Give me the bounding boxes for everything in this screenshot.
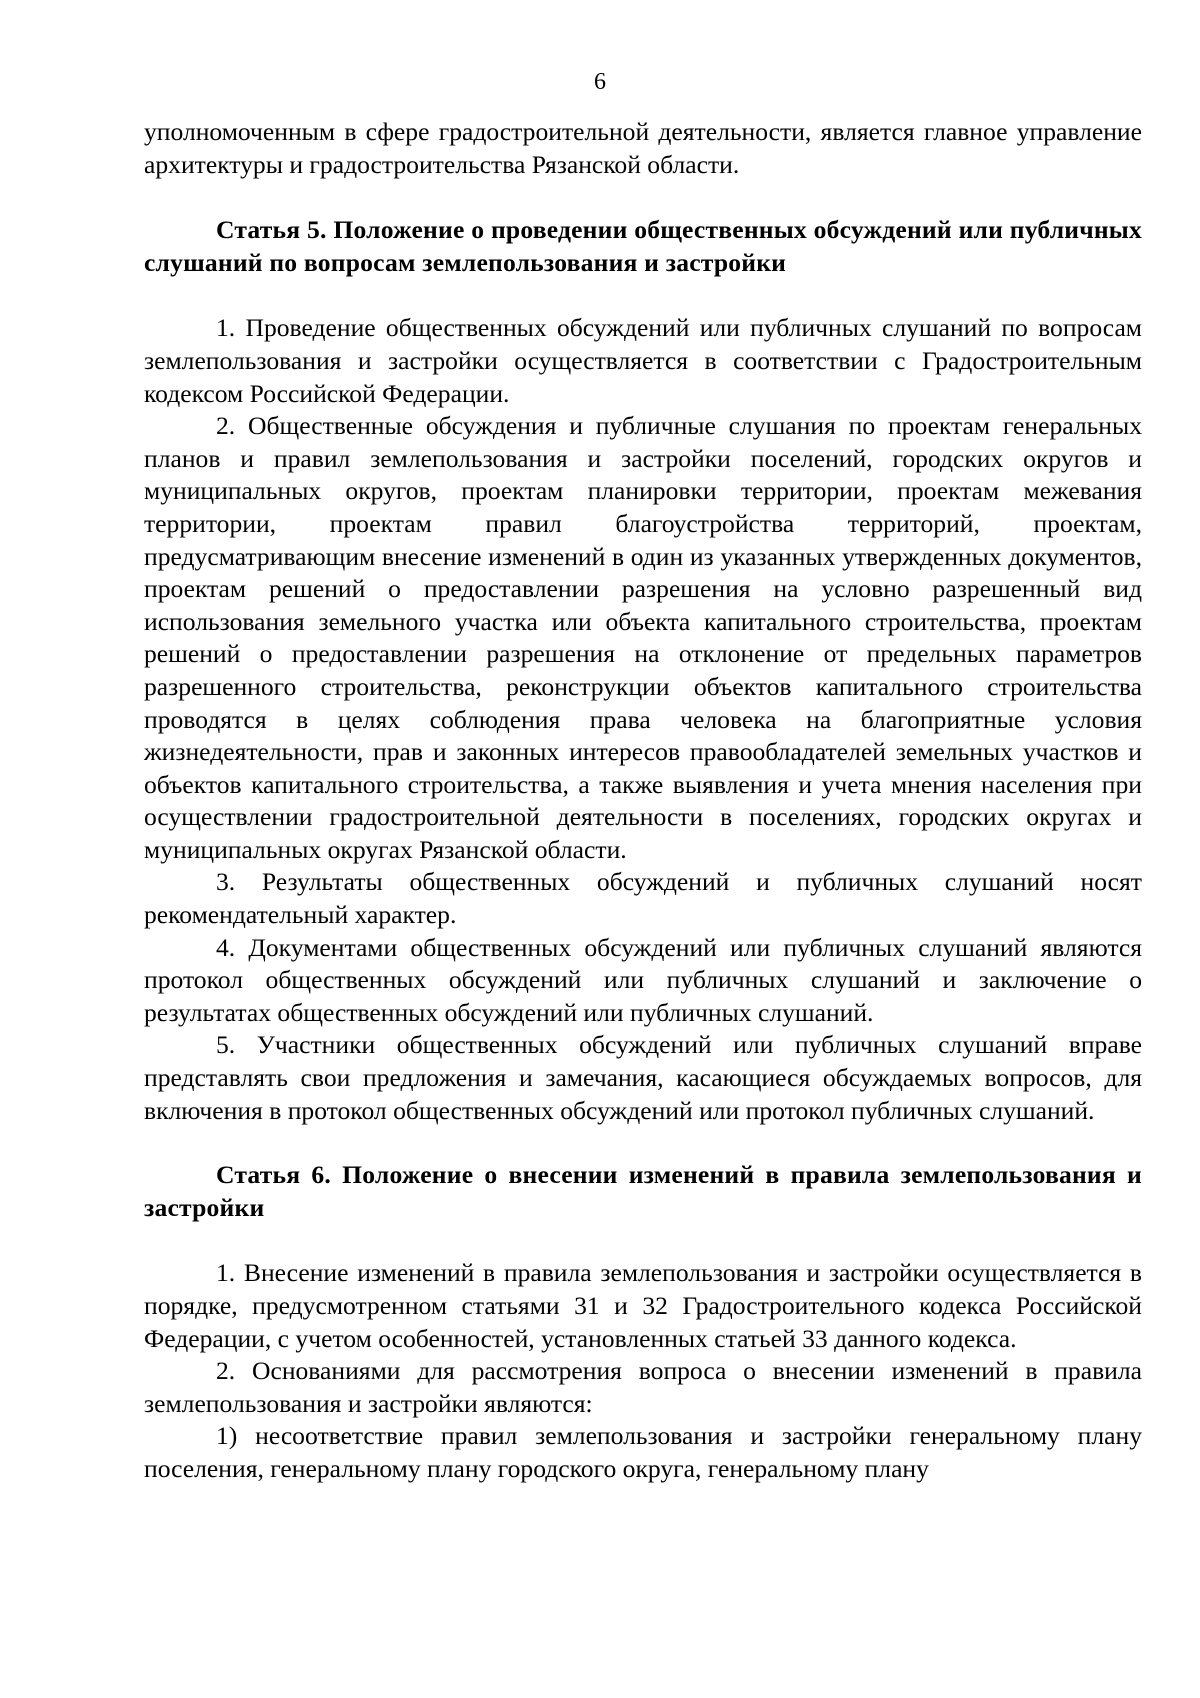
article-6-paragraph-2: 2. Основаниями для рассмотрения вопроса о внесении изменений в правила землепользования и застройки являются: <box>144 1356 1142 1418</box>
article-5-paragraph-1: 1. Проведение общественных обсуждений или публичных слушаний по вопросам землепользования и застройки осуществляется в соответствии с Градостроительным кодексом Российской Федерации. <box>144 313 1142 408</box>
article-6-heading: Статья 6. Положение о внесении изменений в правила землепользования и застройки <box>144 1160 1142 1222</box>
article-6-item-1: 1) несоответствие правил землепользования и застройки генеральному плану поселения, генеральному плану городского округа, генеральному плану <box>144 1421 1142 1483</box>
article-6-body <box>144 1257 1142 1485</box>
article-6-paragraph-1: 1. Внесение изменений в правила землепользования и застройки осуществляется в порядке, предусмотренном статьями 31 и 32 Градостроительного кодекса Российской Федерации, с учетом особенностей, установленных статьей 33 данного кодекса. <box>144 1258 1142 1353</box>
page-number: 6 <box>594 69 606 95</box>
article-5-heading: Статья 5. Положение о проведении общественных обсуждений или публичных слушаний по вопросам землепользования и застройки <box>144 215 1142 277</box>
article-5-paragraph-2: 2. Общественные обсуждения и публичные слушания по проектам генеральных планов и правил землепользования и застройки поселений, городских округов и муниципальных округов, проектам планировки территории, проектам межевания территории, проектам правил благоустройства территорий, проектам, предусматривающим внесение изменений в один из указанных утвержденных документов, проектам решений о предоставлении разрешения на условно разрешенный вид использования земельного участка или объекта капитального строительства, проектам решений о предоставлении разрешения на отклонение от предельных параметров разрешенного строительства, реконструкции объектов капитального строительства проводятся в целях соблюдения права человека на благоприятные условия жизнедеятельности, прав и законных интересов правообладателей земельных участков и объектов капитального строительства, а также выявления и учета мнения населения при осуществлении градостроительной деятельности в поселениях, городских округах и муниципальных округах Рязанской области. <box>144 411 1142 864</box>
article-5-paragraph-3: 3. Результаты общественных обсуждений и публичных слушаний носят рекомендательный характер. <box>144 867 1142 930</box>
article-5-paragraph-4: 4. Документами общественных обсуждений или публичных слушаний являются протокол общественных обсуждений или публичных слушаний и заключение о результатах общественных обсуждений или публичных слушаний. <box>144 932 1142 1027</box>
continuation-paragraph: уполномоченным в сфере градостроительной деятельности, является главное управление архитектуры и градостроительства Рязанской области. <box>144 117 1142 179</box>
document-body <box>144 116 1142 1486</box>
article-5-paragraph-5: 5. Участники общественных обсуждений или публичных слушаний вправе представлять свои предложения и замечания, касающиеся обсуждаемых вопросов, для включения в протокол общественных обсуждений или протокол публичных слушаний. <box>144 1030 1142 1125</box>
article-5-body <box>144 312 1142 1127</box>
